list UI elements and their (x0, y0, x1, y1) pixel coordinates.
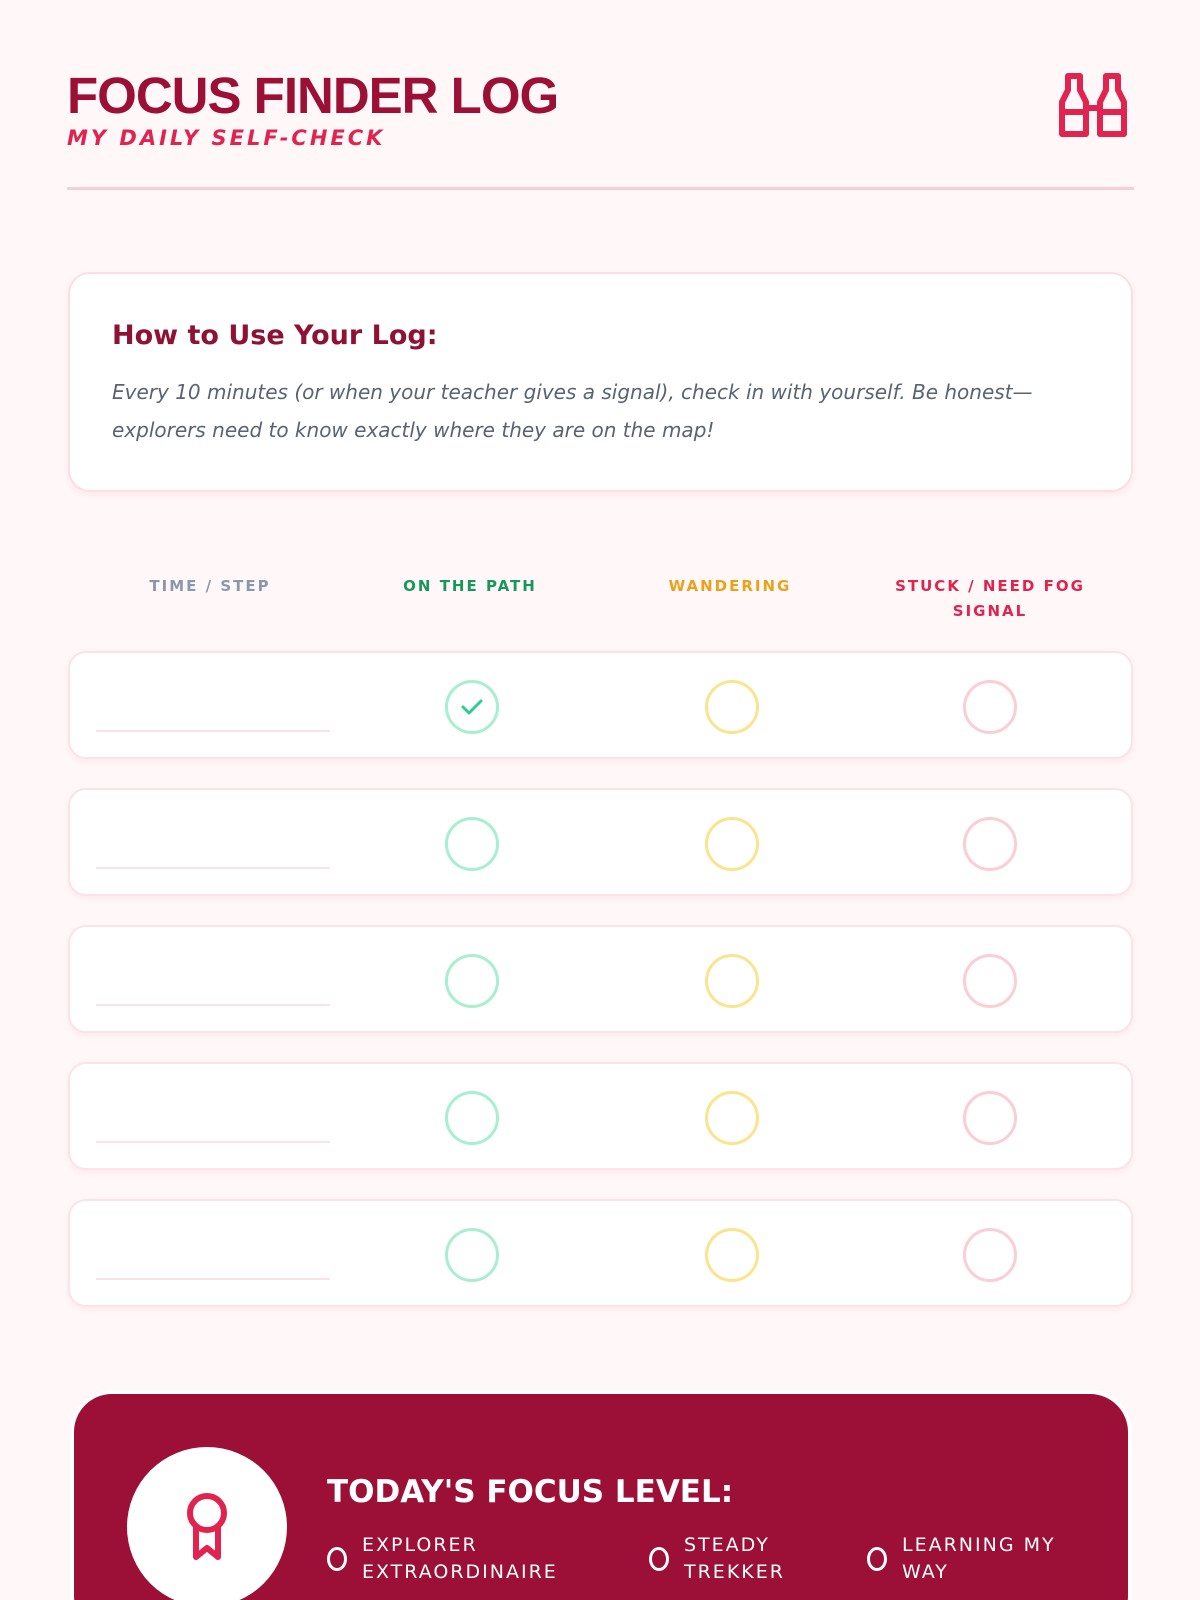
log-row (68, 788, 1133, 896)
page-header (67, 64, 1134, 190)
focus-level-heading: TODAY'S FOCUS LEVEL: (327, 1474, 734, 1510)
on-the-path-checkbox[interactable] (445, 954, 499, 1008)
stuck-checkbox[interactable] (963, 817, 1017, 871)
binoculars-icon (1058, 68, 1134, 140)
column-header-time: TIME / STEP (149, 577, 271, 595)
radio-circle[interactable] (649, 1547, 669, 1571)
time-input-line[interactable] (96, 1278, 330, 1280)
column-header-stuck: STUCK / NEED FOG SIGNAL (895, 577, 1085, 620)
log-row (68, 1199, 1133, 1307)
award-ribbon-icon (182, 1491, 232, 1563)
medal-badge (127, 1447, 287, 1600)
check-icon (457, 692, 487, 722)
wandering-checkbox[interactable] (705, 680, 759, 734)
focus-option-label: STEADY TREKKER (684, 1534, 785, 1583)
page-subtitle: MY DAILY SELF-CHECK (67, 126, 386, 150)
wandering-checkbox[interactable] (705, 817, 759, 871)
focus-option-label: EXPLORER EXTRAORDINAIRE (362, 1534, 558, 1583)
instructions-text: Every 10 minutes (or when your teacher gives a signal), check in with yourself. Be honest—explorers need to know exactly where they are on the map! (112, 380, 1033, 442)
log-row (68, 651, 1133, 759)
column-header-wandering: WANDERING (668, 577, 792, 595)
wandering-checkbox[interactable] (705, 1091, 759, 1145)
stuck-checkbox[interactable] (963, 680, 1017, 734)
stuck-checkbox[interactable] (963, 1228, 1017, 1282)
log-row (68, 1062, 1133, 1170)
instructions-heading: How to Use Your Log: (112, 320, 438, 351)
log-row (68, 925, 1133, 1033)
page-title: FOCUS FINDER LOG (67, 67, 559, 124)
stuck-checkbox[interactable] (963, 954, 1017, 1008)
column-header-on-the-path: ON THE PATH (403, 577, 537, 595)
on-the-path-checkbox[interactable] (445, 1091, 499, 1145)
radio-circle[interactable] (327, 1547, 347, 1571)
time-input-line[interactable] (96, 730, 330, 732)
stuck-checkbox[interactable] (963, 1091, 1017, 1145)
focus-option-steady[interactable] (649, 1532, 834, 1586)
time-input-line[interactable] (96, 867, 330, 869)
on-the-path-checkbox[interactable] (445, 1228, 499, 1282)
focus-option-explorer[interactable] (327, 1532, 582, 1586)
focus-option-learning[interactable] (867, 1532, 1102, 1586)
time-input-line[interactable] (96, 1141, 330, 1143)
wandering-checkbox[interactable] (705, 954, 759, 1008)
instructions-card (68, 272, 1133, 492)
time-input-line[interactable] (96, 1004, 330, 1006)
focus-option-label: LEARNING MY WAY (902, 1534, 1056, 1583)
on-the-path-checkbox[interactable] (445, 680, 499, 734)
on-the-path-checkbox[interactable] (445, 817, 499, 871)
focus-level-panel (74, 1394, 1128, 1600)
radio-circle[interactable] (867, 1547, 887, 1571)
wandering-checkbox[interactable] (705, 1228, 759, 1282)
